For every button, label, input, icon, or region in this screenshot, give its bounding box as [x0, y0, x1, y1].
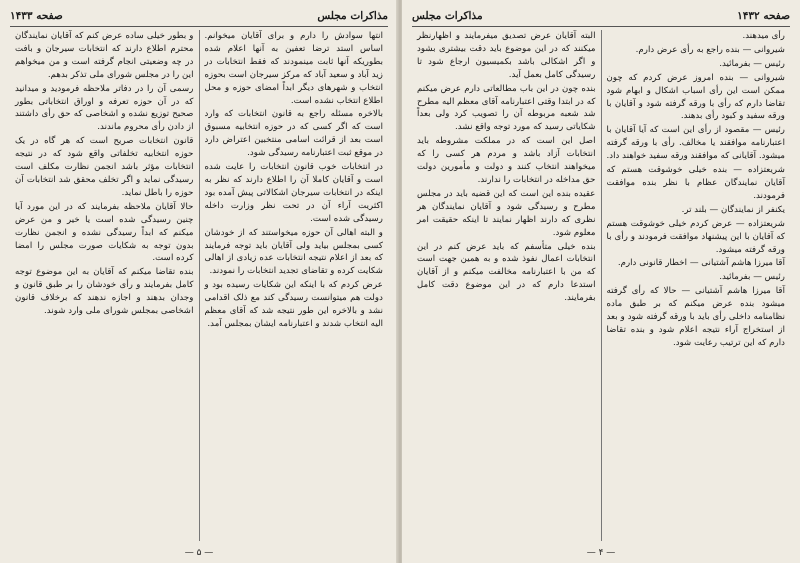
- right-page-footer: — ۴ —: [586, 548, 616, 558]
- left-page: [0, 0, 398, 563]
- paragraph: و البته اهالی آن حوزه میخواستند که از خودشان کسی بمجلس بیاید ولی آقایان باید توجه فرمایند که بعد از اعلام نتیجه انتخابات عده زیادی از اهالی شکایت کرده و تقاضای تجدید انتخابات را نمودند.: [204, 227, 383, 277]
- paragraph: در انتخابات خوب قانون انتخابات را عایت شده است و آقایان کاملا آن را اطلاع دارند که نظر به اینکه در انتخابات سیرجان اشکالاتی پیش آمده بود اکثریت آراء آن در تحت نظر وزارت داخله رسیدگی شده است.: [204, 162, 383, 224]
- right-page-header: [412, 8, 790, 27]
- paragraph: بنده چون در این باب مطالعاتی دارم عرض میکنم که در ابتدا وقتی اعتبارنامه آقای معظم الیه مطرح شد شعبه مربوطه آن را تصویب کرد ولی بعداً شکایاتی رسید که مورد توجه واقع نشد.: [417, 83, 596, 133]
- column-divider: [199, 30, 200, 541]
- paragraph: شریعتزاده — عرض کردم خیلی خوشوقت هستم که آقایان با این پیشنهاد موافقت فرمودند و رأی با ورقه گرفته میشود.: [606, 218, 785, 255]
- left-page-column-right: [200, 30, 389, 541]
- paragraph: بنده تقاضا میکنم که آقایان به این موضوع توجه کامل بفرمایند و رأی خودشان را بر طبق قانون و وجدان بدهند و اجازه ندهند که برخلاف قانون اشخاصی بمجلس شورای ملی وارد شوند.: [15, 267, 194, 317]
- paragraph: عرض کردم که با اینکه این شکایات رسیده بود و دولت هم میتوانست رسیدگی کند مع ذلک اقدامی نشد و بالاخره این طور نتیجه شد که آقای معظم الیه انتخاب شدند و اعتبارنامه ایشان بمجلس آمد.: [204, 280, 383, 329]
- paragraph: بنده خیلی متأسفم که باید عرض کنم در این انتخابات اعمال نفوذ شده و به همین جهت است که من با اعتبارنامه مخالفت میکنم و از آقایان استدعا دارم که در این موضوع دقت کامل بفرمایند.: [417, 241, 596, 304]
- paragraph: حالا آقایان ملاحظه بفرمایند که در این مورد آیا چنین رسیدگی شده است یا خیر و من عرض میکنم که ابداً رسیدگی نشده و انجمن نظارت بدون توجه به شکایات صورت مجلس را امضا کرده است.: [15, 201, 194, 264]
- paragraph: آقا میرزا هاشم آشتیانی — حالا که رأی گرفته میشود بنده عرض میکنم که بر طبق ماده نظامنامه داخلی رأی باید با ورقه گرفته شود و بعد از استخراج آراء نتیجه اعلام شود و بنده تقاضا دارم که این ترتیب رعایت شود.: [606, 286, 785, 348]
- paragraph: البته آقایان عرض تصدیق میفرمایند و اظهارنظر میکنند که در این موضوع باید دقت بیشتری بشود و اگر اشکالی باشد بکمیسیون ارجاع شود تا رسیدگی کامل بعمل آید.: [417, 31, 596, 80]
- right-page-column-left: [412, 30, 601, 541]
- paragraph: بالاخره مسئله راجع به قانون انتخابات که وارد است که اگر کسی که در حوزه انتخابیه مسبوق است بعد از قرائت اسامی منتخبین اعتراض دارد در موقع ثبت اعتبارنامه رسیدگی شود.: [204, 109, 383, 159]
- paragraph: رئیس — بفرمائید.: [719, 272, 785, 283]
- paragraph: شیروانی — بنده راجع به رأی عرض دارم.: [635, 44, 785, 55]
- paragraph: اصل این است که در مملکت مشروطه باید انتخابات آزاد باشد و مردم هر کسی را که میخواهند انتخاب کنند و دولت و مأمورین دولت حق مداخله در انتخابات را ندارند.: [417, 136, 596, 185]
- right-page-columns: [412, 30, 790, 541]
- right-page-number: صفحه ۱۴۳۲: [737, 10, 790, 22]
- left-page-column-left: [10, 30, 199, 541]
- paragraph: و بطور خیلی ساده عرض کنم که آقایان نمایندگان محترم اطلاع دارند که انتخابات سیرجان و بافت در چه وضعیتی انجام گرفته است و من میخواهم این را در مجلس شورای ملی تذکر بدهم.: [15, 31, 194, 80]
- left-page-title: مذاکرات مجلس: [317, 10, 388, 22]
- right-page-title: مذاکرات مجلس: [412, 10, 483, 22]
- left-page-columns: [10, 30, 388, 541]
- left-page-number: صفحه ۱۴۳۳: [10, 10, 63, 22]
- paragraph: یکنفر از نمایندگان — بلند تر.: [681, 204, 785, 215]
- paragraph: رئیس — مقصود از رأی این است که آیا آقایان با اعتبارنامه موافقند یا مخالف. رأی با ورقه گرفته میشود. آقایانی که موافقند ورقه سفید خواهند داد.: [606, 125, 785, 162]
- paragraph: انتها سوادش را دارم و برای آقایان میخوانم. اساس استد ترضا تعفین به آنها اعلام شده بطوریکه آنها ثابت مینمودند که فقط انتخابات در زید آباد و سعید آباد که مرکز سیرجان است بحوزه انتخاب و شهرهای دیگر ابداً امضای حوزه و محل اطلاع انتخاب نشده است.: [204, 31, 383, 106]
- paragraph: عقیده بنده این است که این قضیه باید در مجلس مطرح و رسیدگی شود و آقایان نمایندگان هر نظری که دارند اظهار نمایند تا اینکه حقیقت امر معلوم شود.: [417, 188, 596, 238]
- paragraph: رسمی آن را در دفاتر ملاحظه فرمودید و میدانید که در آن حوزه تعرفه و اوراق انتخاباتی بطور صحیح توزیع نشده و اشخاصی که حق رأی داشتند از دادن رأی محروم ماندند.: [15, 83, 194, 133]
- paragraph: شیروانی — بنده امروز عرض کردم که چون ممکن است این رأی اسباب اشکال و ابهام شود تقاضا دارم که رأی با ورقه گرفته شود و آقایان با ورقه سفید و کبود رأی بدهند.: [606, 72, 785, 122]
- left-page-footer: — ۵ —: [184, 548, 214, 558]
- paragraph: شریعتزاده — بنده خیلی خوشوقت هستم که آقایان نمایندگان عظام با نظر بنده موافقت فرمودند.: [606, 165, 785, 201]
- paragraph: آقا میرزا هاشم آشتیانی — اخطار قانونی دارم.: [617, 258, 785, 269]
- column-divider: [601, 30, 602, 541]
- paragraph: رأی میدهند.: [742, 31, 785, 41]
- right-page: [402, 0, 800, 563]
- right-page-column-right: [602, 30, 791, 541]
- paragraph: رئیس — بفرمائید.: [719, 58, 785, 69]
- paragraph: قانون انتخابات صریح است که هر گاه در یک حوزه انتخابیه تخلفاتی واقع شود که در نتیجه انتخابات مؤثر باشد انجمن نظارت مکلف است رسیدگی نماید و اگر تخلف محقق شد انتخابات آن حوزه را باطل نماید.: [15, 136, 194, 198]
- left-page-header: [10, 8, 388, 27]
